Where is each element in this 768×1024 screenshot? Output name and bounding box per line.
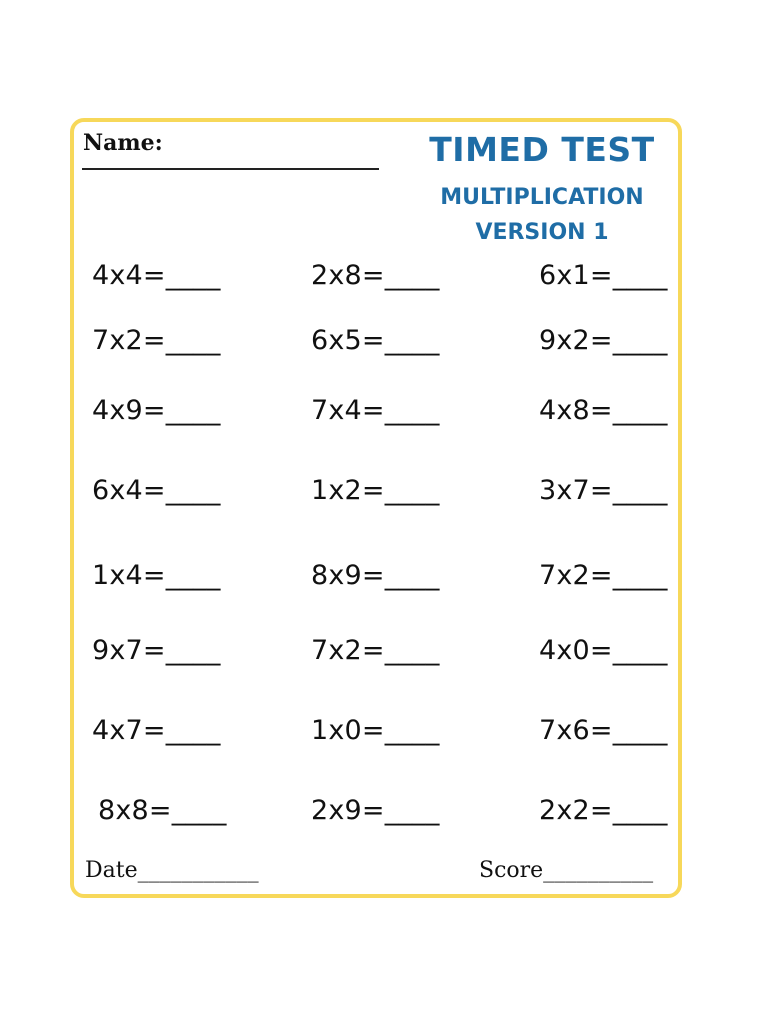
problem[interactable]: 4x4=____ <box>92 260 221 291</box>
problem[interactable]: 9x7=____ <box>92 635 221 666</box>
score-field[interactable]: Score__________ <box>479 858 654 883</box>
problem[interactable]: 4x8=____ <box>539 395 668 426</box>
test-subtitle: MULTIPLICATION <box>440 185 644 210</box>
date-field[interactable]: Date___________ <box>85 858 259 883</box>
problem[interactable]: 8x8=____ <box>98 795 227 826</box>
problem[interactable]: 7x6=____ <box>539 715 668 746</box>
test-title: TIMED TEST <box>429 130 655 169</box>
problem[interactable]: 7x2=____ <box>311 635 440 666</box>
problem[interactable]: 7x2=____ <box>92 325 221 356</box>
problem[interactable]: 6x1=____ <box>539 260 668 291</box>
problem[interactable]: 7x2=____ <box>539 560 668 591</box>
name-line[interactable] <box>82 168 379 170</box>
problem[interactable]: 6x4=____ <box>92 475 221 506</box>
problem[interactable]: 2x8=____ <box>311 260 440 291</box>
problem[interactable]: 1x0=____ <box>311 715 440 746</box>
problem[interactable]: 4x9=____ <box>92 395 221 426</box>
problem[interactable]: 6x5=____ <box>311 325 440 356</box>
problem[interactable]: 8x9=____ <box>311 560 440 591</box>
problem[interactable]: 4x7=____ <box>92 715 221 746</box>
problem[interactable]: 4x0=____ <box>539 635 668 666</box>
problem[interactable]: 2x2=____ <box>539 795 668 826</box>
problem[interactable]: 3x7=____ <box>539 475 668 506</box>
problem[interactable]: 1x2=____ <box>311 475 440 506</box>
problem[interactable]: 1x4=____ <box>92 560 221 591</box>
problem[interactable]: 7x4=____ <box>311 395 440 426</box>
name-label: Name: <box>83 130 163 156</box>
problem[interactable]: 2x9=____ <box>311 795 440 826</box>
test-version: VERSION 1 <box>475 220 609 245</box>
problem[interactable]: 9x2=____ <box>539 325 668 356</box>
